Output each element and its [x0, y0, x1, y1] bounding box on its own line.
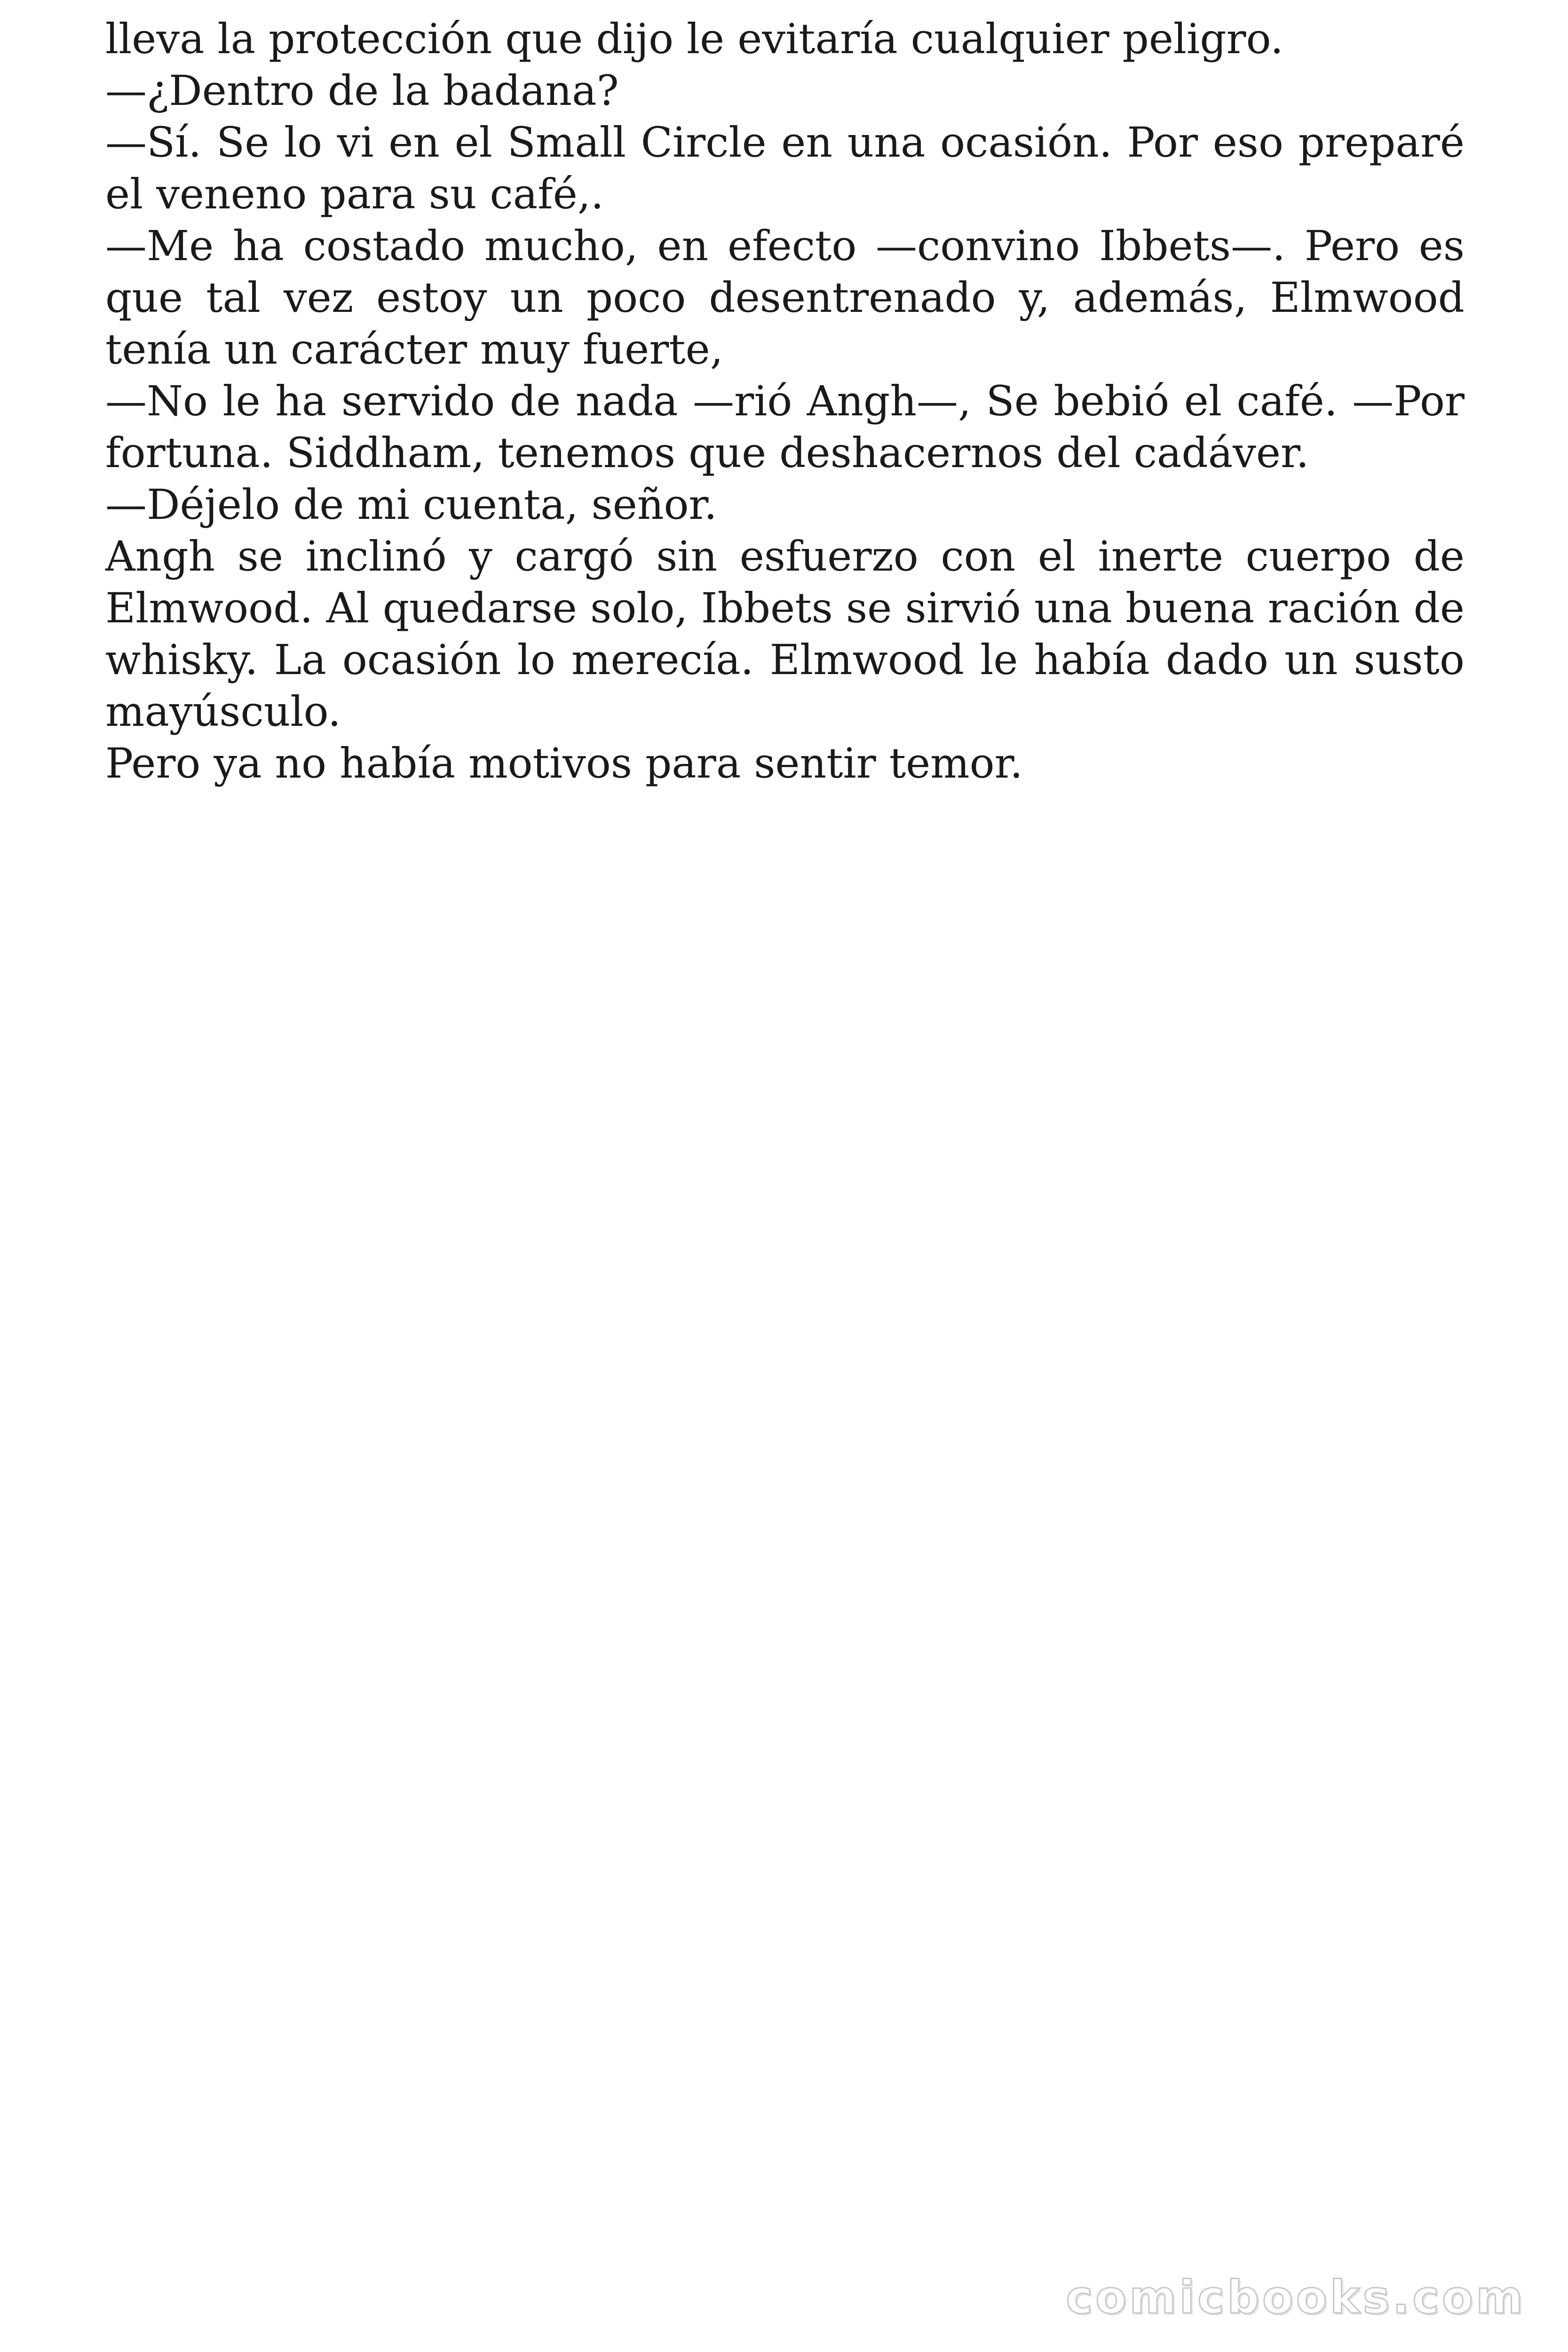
paragraph: Angh se inclinó y cargó sin esfuerzo con el inerte cuerpo de Elmwood. Al quedarse solo, Ibbets se sirvió una buena ración de whisky. La ocasión lo merecía. Elmwood le había dado un susto mayúsculo.	[105, 532, 1465, 736]
paragraph: Pero ya no había motivos para sentir temor.	[105, 739, 1023, 787]
body-text	[105, 13, 1465, 789]
paragraph: lleva la protección que dijo le evitaría cualquier peligro.	[105, 15, 1283, 63]
paragraph: —Sí. Se lo vi en el Small Circle en una ocasión. Por eso preparé el veneno para su café,.	[105, 118, 1465, 218]
paragraph: —No le ha servido de nada —rió Angh—, Se bebió el café. —Por fortuna. Siddham, tenemos que deshacernos del cadáver.	[105, 377, 1465, 477]
paragraph: —Déjelo de mi cuenta, señor.	[105, 480, 717, 529]
paragraph: —¿Dentro de la badana?	[105, 66, 619, 115]
paragraph: —Me ha costado mucho, en efecto —convino Ibbets—. Pero es que tal vez estoy un poco desentrenado y, además, Elmwood tenía un carácter muy fuerte,	[105, 222, 1465, 373]
watermark: comicbooks.com	[1066, 2271, 1526, 2324]
